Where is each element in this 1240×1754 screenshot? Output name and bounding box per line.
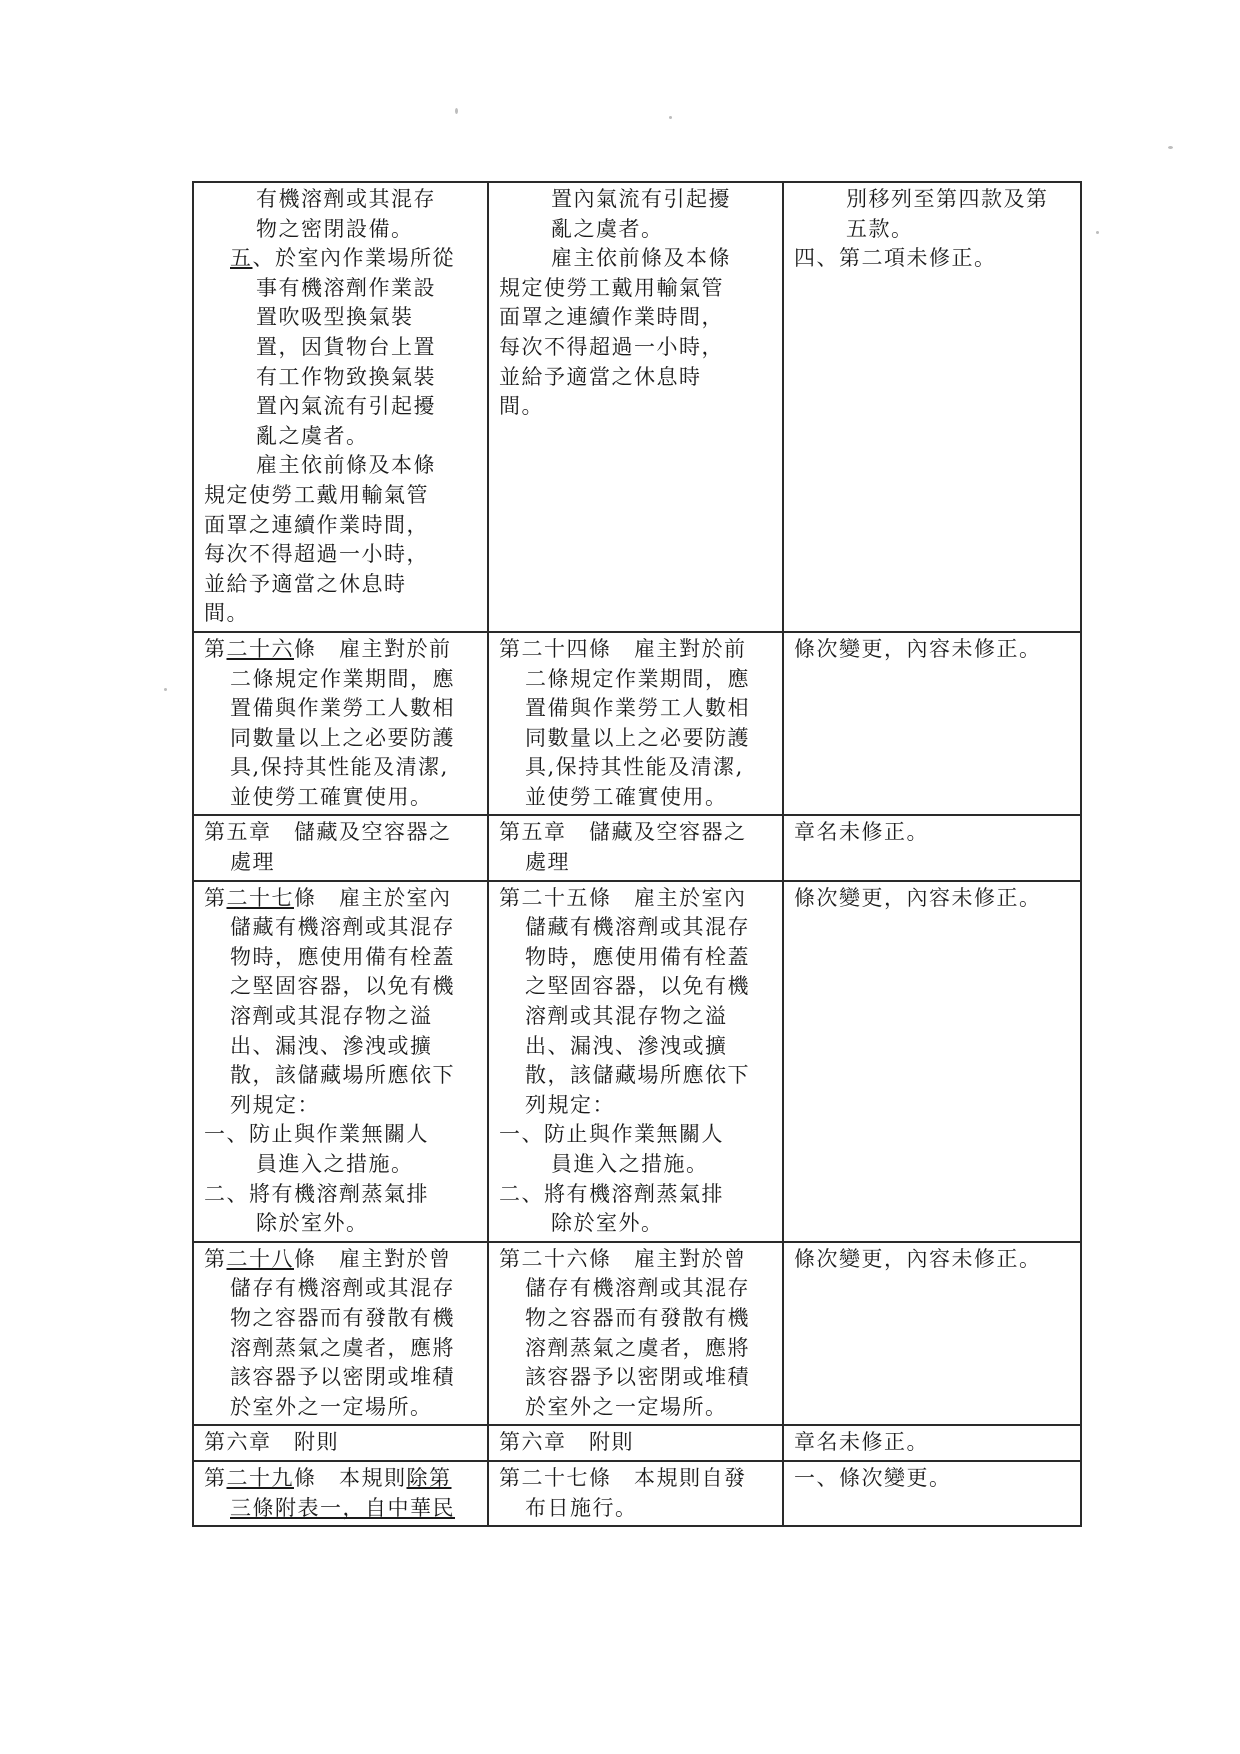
amended-text-underline: 三條附表一，自中華民 [230,1495,455,1520]
text-line: 列規定： [525,1092,615,1117]
text-line: 五款。 [846,216,914,241]
text-line: 之堅固容器，以免有機 [525,974,750,999]
text-line: 員進入之措施。 [256,1152,414,1176]
text-line: 規定使勞工戴用輸氣管 [204,482,429,507]
text-line: 物之密閉設備。 [256,216,414,241]
text-line: 每次不得超過一小時， [204,542,429,567]
amended-text-underline: 二十七 [226,885,294,910]
text-line: 有工作物致換氣裝 [256,364,436,389]
text-line: 出、漏洩、滲洩或擴 [525,1033,728,1058]
table-row [193,182,1081,632]
text-line: 面罩之連續作業時間， [499,305,724,330]
text-line: 間。 [499,394,544,419]
text-line: 別移列至第四款及第 [846,187,1049,211]
amended-text-underline: 五 [230,246,253,271]
text-line: 員進入之措施。 [551,1152,709,1176]
text-line: 第六章 附則 [204,1430,339,1455]
text-line: 亂之虞者。 [256,423,369,448]
explanation-cell [783,1425,1081,1461]
text-line: 溶劑或其混存物之溢 [230,1004,433,1029]
text-line: 雇主依前條及本條 [551,246,731,271]
amended-text-underline: 除第 [406,1465,452,1490]
amended-text-cell [193,1425,488,1461]
text-segment: 第 [204,885,227,910]
text-line: 第二十六條 雇主對於曾 [499,1246,747,1271]
amended-text-cell [193,1242,488,1426]
current-text-cell [488,1242,783,1426]
text-segment: 條 本規則 [294,1465,407,1490]
text-line: 儲存有機溶劑或其混存 [525,1276,750,1301]
text-segment: 第 [204,1246,227,1271]
text-line [204,1494,481,1524]
text-line [204,1245,481,1275]
current-text-cell [488,881,783,1242]
amended-text-underline: 二十八 [226,1246,294,1271]
text-segment: 條 雇主於室內 [294,885,452,910]
scan-speck [1096,231,1099,234]
text-line: 同數量以上之必要防護 [230,725,455,750]
text-line [204,244,481,274]
text-line: 雇主依前條及本條 [256,453,436,478]
explanation-cell [783,1242,1081,1426]
amendment-comparison-table [192,181,1082,1527]
text-line: 物之容器而有發散有機 [230,1305,455,1330]
current-text-cell [488,1461,783,1526]
text-line: 散，該儲藏場所應依下 [230,1063,455,1088]
text-line: 有機溶劑或其混存 [256,187,436,211]
current-text-cell [488,1425,783,1461]
text-line: 事有機溶劑作業設 [256,275,436,300]
text-line [204,1464,481,1494]
text-line: 第二十四條 雇主對於前 [499,636,747,661]
amended-text-cell [193,632,488,816]
table-row [193,815,1081,880]
text-line: 一、防止與作業無關人 [204,1122,429,1147]
amended-text-cell [193,881,488,1242]
text-segment: 第 [204,1465,227,1490]
explanation-cell [783,881,1081,1242]
text-line: 出、漏洩、滲洩或擴 [230,1033,433,1058]
text-line: 該容器予以密閉或堆積 [525,1365,750,1390]
text-line: 第六章 附則 [499,1430,634,1455]
text-line: 第二十五條 雇主於室內 [499,885,747,910]
text-line: 四、第二項未修正。 [794,246,997,271]
text-line: 面罩之連續作業時間， [204,512,429,537]
text-line: 第五章 儲藏及空容器之 [499,820,747,845]
amended-text-cell [193,1461,488,1526]
text-line: 具,保持其性能及清潔, [230,755,449,780]
text-segment: 條 雇主對於曾 [294,1246,452,1271]
table-row [193,632,1081,816]
text-line: 溶劑蒸氣之虞者，應將 [230,1335,455,1360]
text-line: 於室外之一定場所。 [230,1394,433,1419]
amended-text-underline: 二十六 [226,636,294,661]
text-line: 條次變更，內容未修正。 [794,1246,1042,1271]
text-line: 並使勞工確實使用。 [230,784,433,809]
text-line: 除於室外。 [551,1211,664,1236]
text-line: 條次變更，內容未修正。 [794,636,1042,661]
table-row [193,1242,1081,1426]
text-line: 物時，應使用備有栓蓋 [230,944,455,969]
text-line: 章名未修正。 [794,820,929,845]
text-line: 置吹吸型換氣裝 [256,305,414,330]
text-line: 儲藏有機溶劑或其混存 [525,915,750,940]
text-line: 物之容器而有發散有機 [525,1305,750,1330]
text-line: 間。 [204,601,249,626]
text-line: 規定使勞工戴用輸氣管 [499,275,724,300]
text-line: 二、將有機溶劑蒸氣排 [204,1181,429,1206]
text-line: 布日施行。 [525,1495,638,1520]
text-line [204,635,481,665]
text-line [204,884,481,914]
text-line: 第五章 儲藏及空容器之 [204,820,452,845]
amended-text-cell [193,182,488,632]
text-line: 置備與作業勞工人數相 [525,696,750,721]
amended-text-cell [193,815,488,880]
text-segment: 條 雇主對於前 [294,636,452,661]
text-line: 儲存有機溶劑或其混存 [230,1276,455,1301]
amended-text-underline: 二十九 [226,1465,294,1490]
explanation-cell [783,1461,1081,1526]
text-line: 置內氣流有引起擾 [256,394,436,419]
text-line: 二條規定作業期間，應 [230,666,455,691]
text-line: 同數量以上之必要防護 [525,725,750,750]
table-row [193,1461,1081,1526]
current-text-cell [488,632,783,816]
scan-speck [455,108,458,114]
text-line: 置內氣流有引起擾 [551,187,731,211]
text-line: 條次變更，內容未修正。 [794,885,1042,910]
text-line: 散，該儲藏場所應依下 [525,1063,750,1088]
text-line: 列規定： [230,1092,320,1117]
text-line: 溶劑或其混存物之溢 [525,1004,728,1029]
explanation-cell [783,632,1081,816]
scan-speck [1168,146,1173,149]
text-line: 處理 [525,850,570,875]
text-segment: 第 [204,636,227,661]
text-line: 並使勞工確實使用。 [525,784,728,809]
text-line: 之堅固容器，以免有機 [230,974,455,999]
text-line: 亂之虞者。 [551,216,664,241]
text-line: 於室外之一定場所。 [525,1394,728,1419]
text-line: 該容器予以密閉或堆積 [230,1365,455,1390]
text-line: 每次不得超過一小時， [499,334,724,359]
scan-speck [669,116,672,119]
text-line: 除於室外。 [256,1211,369,1236]
text-line: 並給予適當之休息時 [499,364,702,389]
text-line: 溶劑蒸氣之虞者，應將 [525,1335,750,1360]
text-line: 儲藏有機溶劑或其混存 [230,915,455,940]
table-row [193,1425,1081,1461]
text-line: 並給予適當之休息時 [204,571,407,596]
table-body [193,182,1081,1526]
text-line: 具,保持其性能及清潔, [525,755,744,780]
text-line: 置備與作業勞工人數相 [230,696,455,721]
text-line: 處理 [230,850,275,875]
text-line: 二條規定作業期間，應 [525,666,750,691]
explanation-cell [783,182,1081,632]
text-line: 第二十七條 本規則自發 [499,1465,747,1490]
text-line: 物時，應使用備有栓蓋 [525,944,750,969]
table-row [193,881,1081,1242]
text-line: 置，因貨物台上置 [256,334,436,359]
text-segment: 、於室內作業場所從 [252,246,455,271]
current-text-cell [488,815,783,880]
scan-speck [164,688,167,691]
text-line: 章名未修正。 [794,1430,929,1455]
text-line: 一、防止與作業無關人 [499,1122,724,1147]
current-text-cell [488,182,783,632]
text-line: 一、條次變更。 [794,1465,952,1490]
text-line: 二、將有機溶劑蒸氣排 [499,1181,724,1206]
explanation-cell [783,815,1081,880]
